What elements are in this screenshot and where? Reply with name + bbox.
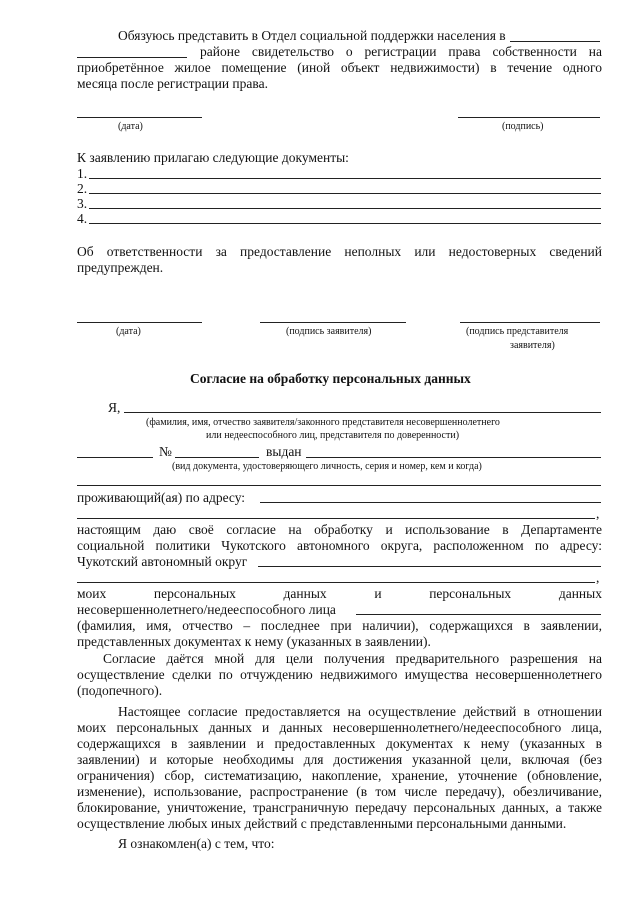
consent-a2: осуществление сделки по отчуждению недвижимого имущества несовершеннолетнего	[77, 667, 602, 682]
consent-a3: (подопечного).	[77, 683, 163, 698]
my-data-word-3: данных	[283, 586, 327, 601]
applicant-signature-caption: (подпись заявителя)	[286, 326, 372, 337]
my-data-word-6: данных	[558, 586, 602, 601]
consent-b2: моих персональных данных и данных несовершеннолетнего/недееспособного лица,	[77, 720, 602, 735]
date-field-1[interactable]	[77, 117, 202, 118]
para1-text1: Обязуюсь представить в Отдел социальной поддержки населения в	[118, 28, 506, 43]
my-data-word-2: персональных	[153, 586, 236, 601]
para1-line4: месяца после регистрации права.	[77, 76, 268, 91]
number-sign: №	[159, 444, 172, 459]
consent-p1: настоящим даю своё согласие на обработку и использование в Департаменте	[77, 522, 602, 537]
para1-line2: районе свидетельство о регистрации права собственности на	[200, 44, 602, 59]
fio-hint-2: или недееспособного лиц, представителя по доверенности)	[206, 430, 460, 441]
fio-hint-1: (фамилия, имя, отчество заявителя/законного представителя несовершеннолетнего	[146, 417, 500, 428]
consent-b4: заявлении) и которые необходимы для достижения указанной цели, включая (без	[77, 752, 602, 767]
minor-label: несовершеннолетнего/недееспособного лица	[77, 602, 336, 617]
living-label: проживающий(ая) по адресу:	[77, 490, 246, 505]
my-data-word-5: персональных	[429, 586, 512, 601]
date-field-2[interactable]	[77, 322, 202, 323]
applicant-signature-field[interactable]	[260, 322, 406, 323]
para1-line1	[118, 28, 506, 45]
para1-line3: приобретённое жилое помещение (иной объект недвижимости) в течение одного	[77, 60, 602, 75]
representative-signature-caption-1: (подпись представителя	[466, 326, 569, 337]
docs-heading: К заявлению прилагаю следующие документы:	[77, 150, 349, 165]
representative-signature-field[interactable]	[460, 322, 600, 323]
consent-b7: блокирование, уничтожение, трансграничную передачу персональных данных, а также	[77, 800, 602, 815]
my-data-word-4: и	[374, 586, 382, 601]
consent-b8: осуществление любых иных действий с представленными персональными данными.	[77, 816, 567, 831]
doc-extra-field[interactable]	[77, 485, 601, 486]
department-address-field-2[interactable]	[77, 582, 595, 583]
date-caption-1: (дата)	[118, 121, 143, 132]
consent-b3: содержащихся в заявлении и предоставленных документах к нему (указанных в	[77, 736, 602, 751]
consent-b5: ограничения) сбор, систематизацию, накопление, хранение, уточнение (обновление,	[77, 768, 602, 783]
consent-a1: Согласие даётся мной для цели получения предварительного разрешения на	[103, 651, 602, 666]
my-data-word-1: моих	[77, 586, 107, 601]
consent-c1: Я ознакомлен(а) с тем, что:	[118, 836, 275, 851]
consent-m3: (фамилия, имя, отчество – последнее при наличии), содержащихся в заявлении,	[77, 618, 602, 633]
issued-label: выдан	[266, 444, 302, 459]
doc-item-2-number: 2.	[77, 181, 88, 196]
issued-by-field[interactable]	[306, 457, 601, 458]
consent-p2: социальной политики Чукотского автономного округа, расположенном по адресу:	[77, 538, 602, 553]
signature-field-1[interactable]	[458, 117, 600, 118]
address-comma: ,	[596, 506, 600, 521]
warning-line2: предупрежден.	[77, 260, 164, 275]
address-field-1[interactable]	[260, 502, 601, 503]
department-address-field-1[interactable]	[258, 566, 601, 567]
doc-item-4-field[interactable]	[89, 223, 601, 224]
doc-item-1-number: 1.	[77, 166, 88, 181]
consent-b6: изменение), использование, распространение (в том числе передачу), обезличивание,	[77, 784, 602, 799]
warning-line1: Об ответственности за предоставление неполных или недостоверных сведений	[77, 244, 602, 259]
consent-b1: Настоящее согласие предоставляется на осуществление действий в отношении	[118, 704, 602, 719]
doc-item-3-number: 3.	[77, 196, 88, 211]
consent-m4: представленных документах к нему (указанных в заявлении).	[77, 634, 431, 649]
doc-hint: (вид документа, удостоверяющего личность, серия и номер, кем и когда)	[172, 461, 482, 472]
region-field-2[interactable]	[77, 57, 187, 58]
doc-item-2-field[interactable]	[89, 193, 601, 194]
address-field-2[interactable]	[77, 518, 595, 519]
consent-p3: Чукотский автономный округ	[77, 554, 248, 569]
doc-item-1-field[interactable]	[89, 178, 601, 179]
ya-label: Я,	[108, 400, 121, 415]
signature-caption-1: (подпись)	[502, 121, 544, 132]
doc-number-field[interactable]	[175, 457, 259, 458]
consent-title: Согласие на обработку персональных данных	[190, 371, 471, 386]
region-field-1[interactable]	[510, 41, 600, 42]
representative-signature-caption-2: заявителя)	[510, 340, 555, 351]
fio-field[interactable]	[124, 412, 601, 413]
date-caption-2: (дата)	[116, 326, 141, 337]
doc-item-3-field[interactable]	[89, 208, 601, 209]
my-data-line	[77, 586, 602, 603]
doc-type-field[interactable]	[77, 457, 153, 458]
department-address-comma: ,	[596, 570, 600, 585]
minor-name-field[interactable]	[356, 614, 601, 615]
doc-item-4-number: 4.	[77, 211, 88, 226]
